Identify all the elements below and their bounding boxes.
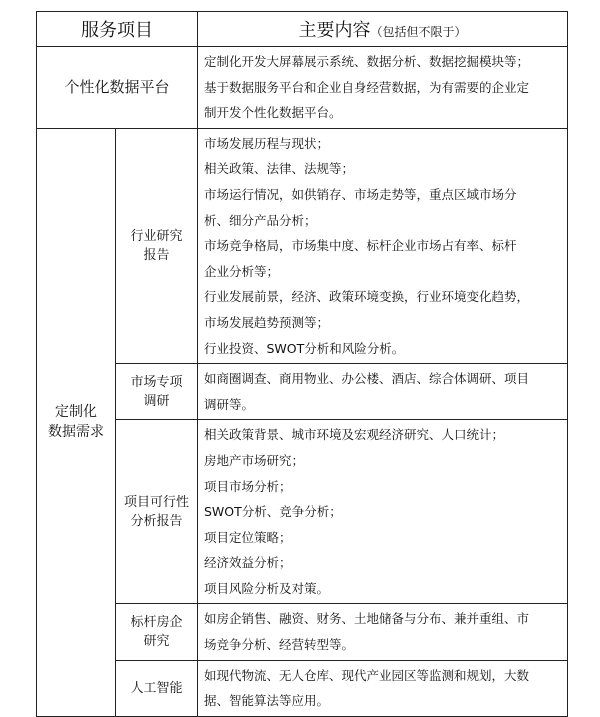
content-ai xyxy=(198,660,568,716)
sub-label-line2: 分析报告 xyxy=(130,513,183,529)
content-line: SWOT分析、竞争分析； xyxy=(204,504,342,520)
header-main-content xyxy=(198,12,568,47)
content-platform xyxy=(198,47,568,129)
content-line: 定制化开发大屏幕展示系统、数据分析、数据挖掘模块等； xyxy=(204,54,530,69)
sub-label-line1: 人工智能 xyxy=(130,680,183,696)
content-line: 如商圈调查、商用物业、办公楼、酒店、综合体调研、项目 xyxy=(204,371,530,387)
sub-feasibility xyxy=(116,420,198,604)
content-line: 市场发展历程与现状； xyxy=(204,135,330,151)
content-line: 基于数据服务平台和企业自身经营数据，为有需要的企业定 xyxy=(204,79,530,95)
content-benchmark xyxy=(198,604,568,660)
content-line: 市场竞争格局，市场集中度、标杆企业市场占有率、标杆 xyxy=(204,238,517,254)
content-line: 据、智能算法等应用。 xyxy=(204,693,330,709)
category-platform: 个性化数据平台 xyxy=(37,47,198,129)
service-table xyxy=(36,11,568,717)
content-line: 如现代物流、无人仓库、现代产业园区等监测和规划，大数 xyxy=(204,667,530,683)
header-main-content-label: 主要内容 xyxy=(298,20,371,41)
sub-ai xyxy=(116,660,198,716)
content-line: 项目定位策略； xyxy=(204,529,292,545)
content-line: 制开发个性化数据平台。 xyxy=(204,105,342,121)
content-line: 企业分析等； xyxy=(204,263,280,279)
content-line: 市场发展趋势预测等； xyxy=(204,314,330,330)
content-industry-report xyxy=(198,128,568,363)
content-line: 析、细分产品分析； xyxy=(204,212,317,228)
table-row-feasibility xyxy=(37,420,568,604)
table-row-industry-report xyxy=(37,128,568,363)
content-feasibility xyxy=(198,420,568,604)
category-custom-line2: 数据需求 xyxy=(48,424,104,441)
table-row-platform xyxy=(37,47,568,129)
table-row-market-research xyxy=(37,364,568,420)
sub-label-line2: 研究 xyxy=(143,634,170,650)
header-row xyxy=(37,12,568,47)
content-line: 调研等。 xyxy=(204,396,255,412)
sub-label-line2: 报告 xyxy=(143,247,170,263)
sub-label-line2: 调研 xyxy=(143,393,170,409)
content-line: 如房企销售、融资、财务、土地储备与分布、兼并重组、市 xyxy=(204,611,530,627)
content-line: 经济效益分析； xyxy=(204,555,292,571)
sub-label-line1: 市场专项 xyxy=(130,374,183,390)
category-custom-data xyxy=(37,128,116,716)
content-line: 相关政策、法律、法规等； xyxy=(204,161,355,177)
header-service-item: 服务项目 xyxy=(37,12,198,47)
content-line: 场竞争分析、经营转型等。 xyxy=(204,637,355,653)
sub-label-line1: 标杆房企 xyxy=(130,615,183,631)
category-custom-line1: 定制化 xyxy=(55,404,97,421)
content-market-research xyxy=(198,364,568,420)
content-line: 项目风险分析及对策。 xyxy=(204,580,330,596)
sub-industry-report xyxy=(116,128,198,363)
content-line: 市场运行情况，如供销存、市场走势等，重点区域市场分 xyxy=(204,186,517,202)
table-row-ai xyxy=(37,660,568,716)
table-row-benchmark xyxy=(37,604,568,660)
content-line: 项目市场分析； xyxy=(204,478,292,494)
sub-label-line1: 行业研究 xyxy=(130,228,183,244)
content-line: 行业发展前景，经济、政策环境变换，行业环境变化趋势， xyxy=(204,289,530,305)
sub-label-line1: 项目可行性 xyxy=(123,494,189,510)
header-main-content-note: （包括但不限于） xyxy=(370,25,467,39)
sub-market-research xyxy=(116,364,198,420)
content-line: 房地产市场研究； xyxy=(204,452,305,468)
sub-benchmark xyxy=(116,604,198,660)
content-line: 行业投资、SWOT分析和风险分析。 xyxy=(204,340,405,356)
content-line: 相关政策背景、城市环境及宏观经济研究、人口统计； xyxy=(204,427,505,443)
